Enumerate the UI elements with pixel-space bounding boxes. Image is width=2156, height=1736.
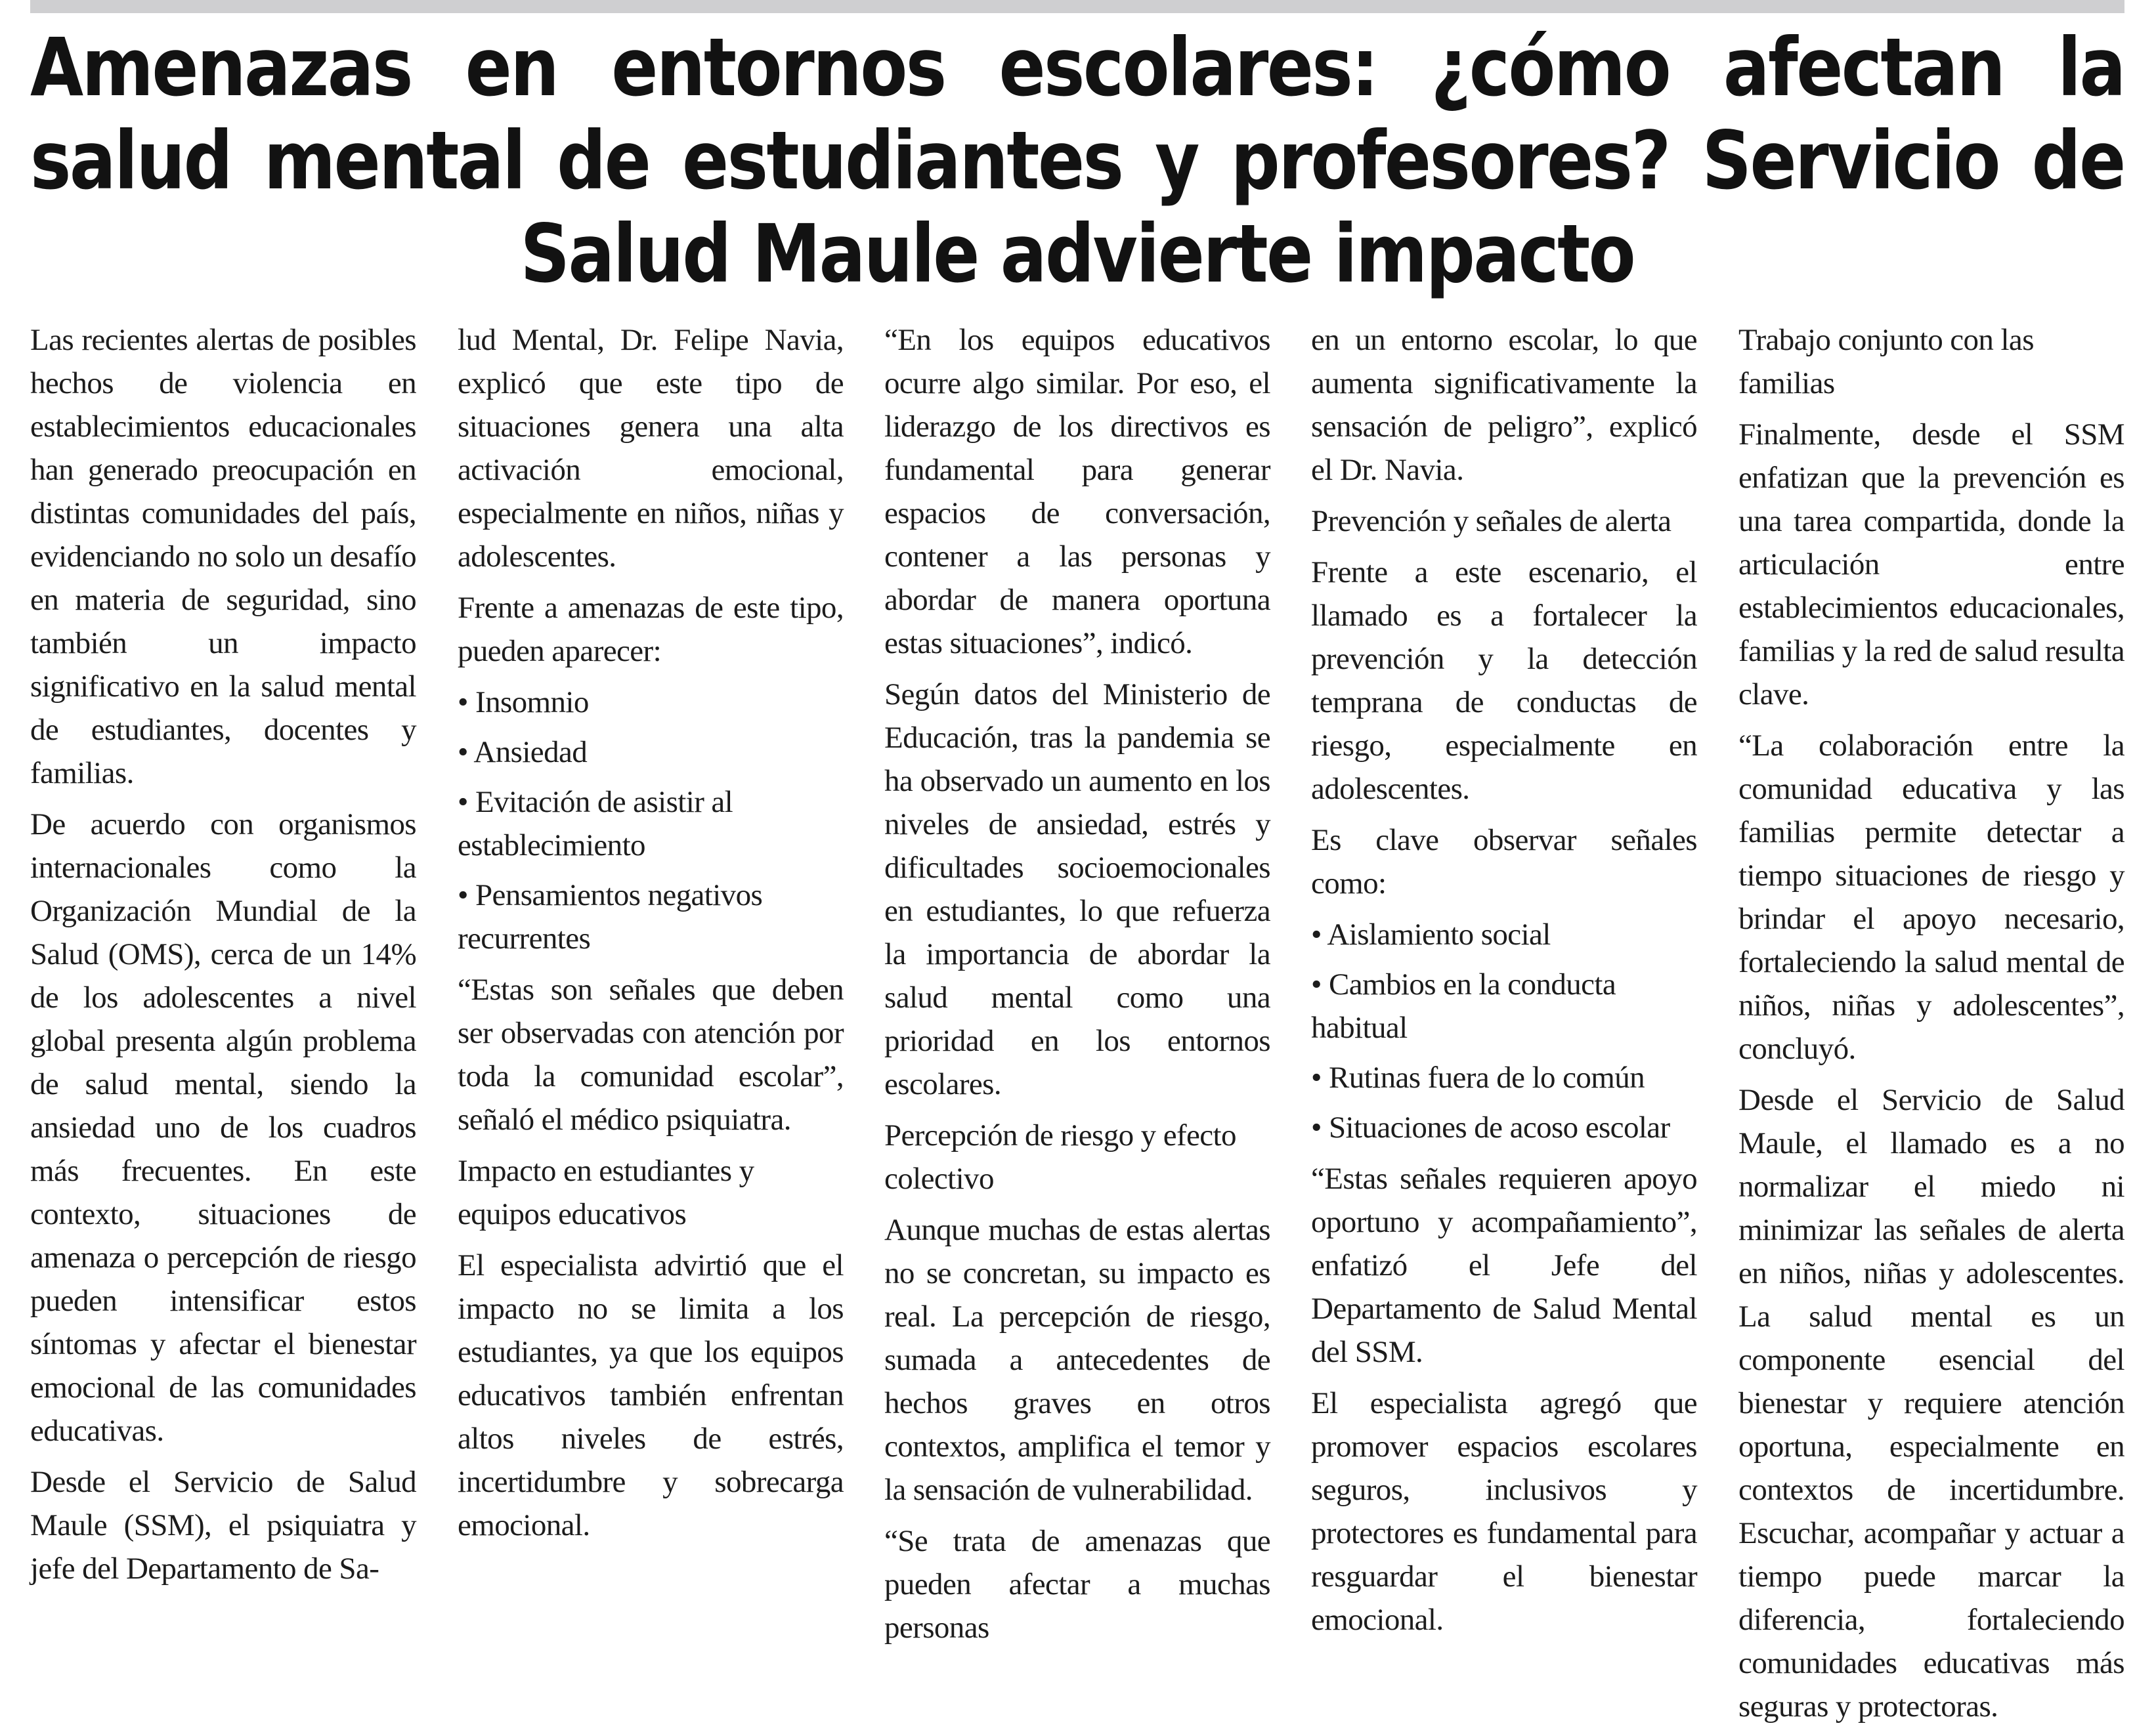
bullet-list xyxy=(1311,913,1697,1149)
bullet-item: • Situaciones de acoso escolar xyxy=(1311,1106,1697,1149)
bullet-item: • Ansiedad xyxy=(458,730,844,774)
bullet-item: • Cambios en la conducta habitual xyxy=(1311,963,1697,1049)
bullet-item: • Rutinas fuera de lo común xyxy=(1311,1056,1697,1099)
paragraph: Desde el Servicio de Salud Maule (SSM), el psiquiatra y jefe del Departamento de Sa- xyxy=(30,1465,416,1586)
paragraph: Frente a este escenario, el llamado es a fortalecer la prevención y la detección temprana de conductas de riesgo, especialmente en adolescentes. xyxy=(1311,555,1697,806)
bullet-list xyxy=(458,681,844,960)
top-rule xyxy=(30,0,2124,13)
paragraph: El especialista advirtió que el impacto no se limita a los estudiantes, ya que los equipos educativos también enfrentan altos niveles de estrés, incertidumbre y sobrecarga emocional. xyxy=(458,1248,844,1542)
paragraph: “La colaboración entre la comunidad educativa y las familias permite detectar a tiempo situaciones de riesgo y brindar el apoyo necesario, fortaleciendo la salud mental de niños, niñas y adolescentes”, concluyó. xyxy=(1738,729,2124,1066)
paragraph: en un entorno escolar, lo que aumenta significativamente la sensación de peligro”, explicó el Dr. Navia. xyxy=(1311,323,1697,487)
paragraph: lud Mental, Dr. Felipe Navia, explicó que este tipo de situaciones genera una alta activación emocional, especialmente en niños, niñas y adolescentes. xyxy=(458,323,844,574)
paragraph: “En los equipos educativos ocurre algo similar. Por eso, el liderazgo de los directivos es fundamental para generar espacios de conversación, contener a las personas y abordar de manera oportuna estas situaciones”, indicó. xyxy=(884,323,1270,660)
bullet-item: • Insomnio xyxy=(458,681,844,724)
article-column-1 xyxy=(30,318,416,1598)
paragraph: “Se trata de amenazas que pueden afectar a muchas personas xyxy=(884,1524,1270,1645)
paragraph: El especialista agregó que promover espacios escolares seguros, inclusivos y protectores es fundamental para resguardar el bienestar emocional. xyxy=(1311,1386,1697,1637)
article-column-3 xyxy=(884,318,1270,1657)
paragraph: Finalmente, desde el SSM enfatizan que la prevención es una tarea compartida, donde la articulación entre establecimientos educacionales, familias y la red de salud resulta clave. xyxy=(1738,417,2124,711)
article-column-4 xyxy=(1311,318,1697,1649)
subheading: Percepción de riesgo y efecto colectivo xyxy=(884,1118,1236,1196)
article-headline: Amenazas en entornos escolares: ¿cómo afectan la salud mental de estudiantes y profesores? Servicio de Salud Maule advierte impacto xyxy=(30,21,2124,301)
paragraph: “Estas son señales que deben ser observadas con atención por toda la comunidad escolar”, señaló el médico psiquiatra. xyxy=(458,973,844,1137)
paragraph: De acuerdo con organismos internacionales como la Organización Mundial de la Salud (OMS), cerca de un 14% de los adolescentes a nivel global presenta algún problema de salud mental, siendo la ansiedad uno de los cuadros más frecuentes. En este contexto, situaciones de amenaza o percepción de riesgo pueden intensificar estos síntomas y afectar el bienestar emocional de las comunidades educativas. xyxy=(30,807,416,1448)
paragraph: Aunque muchas de estas alertas no se concretan, su impacto es real. La percepción de riesgo, sumada a antecedentes de hechos graves en otros contextos, amplifica el temor y la sensación de vulnerabilidad. xyxy=(884,1213,1270,1507)
bullet-item: • Evitación de asistir al establecimiento xyxy=(458,780,844,867)
paragraph: Frente a amenazas de este tipo, pueden aparecer: xyxy=(458,591,844,668)
subheading: Trabajo conjunto con las familias xyxy=(1738,323,2034,400)
article-column-5 xyxy=(1738,318,2124,1736)
paragraph: Según datos del Ministerio de Educación, tras la pandemia se ha observado un aumento en los niveles de ansiedad, estrés y dificultades socioemocionales en estudiantes, lo que refuerza la importancia de abordar la salud mental como una prioridad en los entornos escolares. xyxy=(884,677,1270,1101)
subheading: Impacto en estudiantes y equipos educativos xyxy=(458,1154,754,1231)
paragraph: “Estas señales requieren apoyo oportuno y acompañamiento”, enfatizó el Jefe del Departamento de Salud Mental del SSM. xyxy=(1311,1162,1697,1369)
bullet-item: • Aislamiento social xyxy=(1311,913,1697,956)
bullet-item: • Pensamientos negativos recurrentes xyxy=(458,874,844,960)
paragraph: Desde el Servicio de Salud Maule, el llamado es a no normalizar el miedo ni minimizar las señales de alerta en niños, niñas y adolescentes. La salud mental es un componente esencial del bienestar y requiere atención oportuna, especialmente en contextos de incertidumbre. Escuchar, acompañar y actuar a tiempo puede marcar la diferencia, fortaleciendo comunidades educativas más seguras y protectoras. xyxy=(1738,1083,2124,1724)
paragraph: Las recientes alertas de posibles hechos de violencia en establecimientos educacionales han generado preocupación en distintas comunidades del país, evidenciando no solo un desafío en materia de seguridad, sino también un impacto significativo en la salud mental de estudiantes, docentes y familias. xyxy=(30,323,416,790)
article-column-2 xyxy=(458,318,844,1555)
subheading: Prevención y señales de alerta xyxy=(1311,504,1671,538)
paragraph: Es clave observar señales como: xyxy=(1311,823,1697,900)
